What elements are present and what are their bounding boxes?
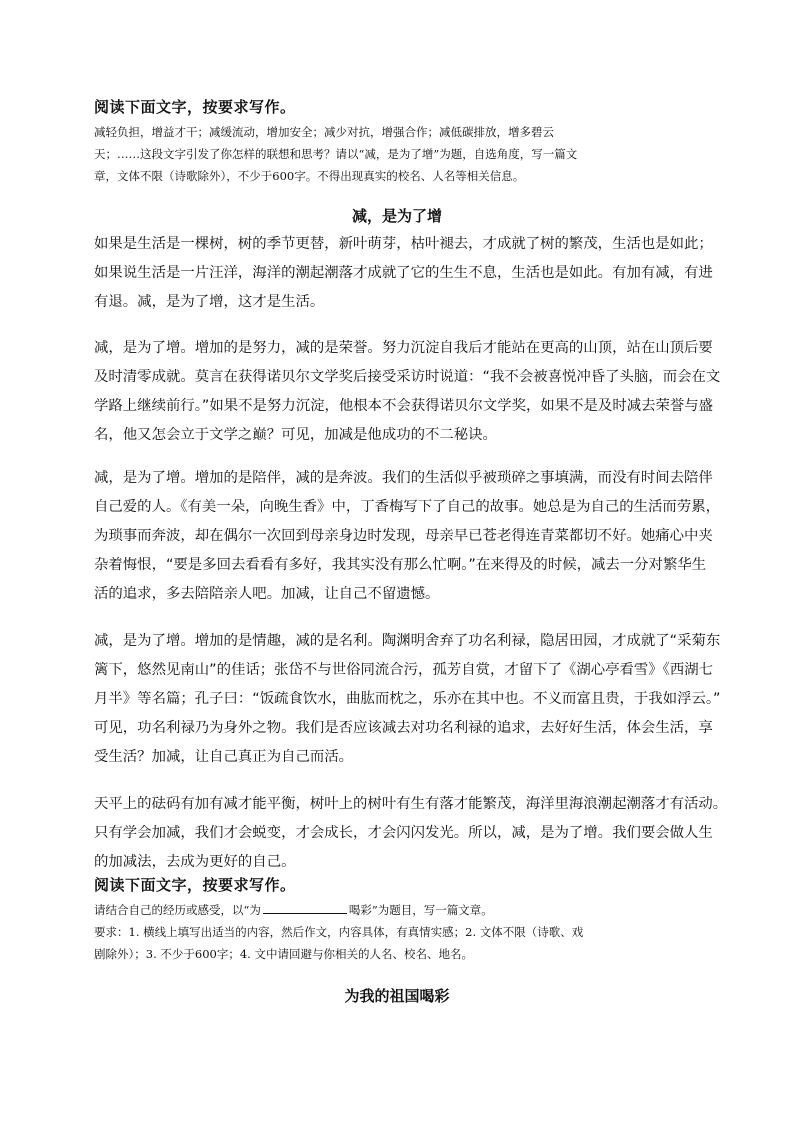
section1-heading: 阅读下面文字，按要求写作。: [94, 98, 296, 116]
paragraph-line: 及时清零成就。莫言在获得诺贝尔文学奖后接受采访时说道：“我不会被喜悦冲昏了头脑，而会在文: [94, 369, 721, 385]
prompt-line: 章，文体不限（诗歌除外），不少于600字。不得出现真实的校名、人名等相关信息。: [94, 169, 525, 183]
section1-prompt: [94, 121, 704, 187]
requirement-line: 剧除外）；3. 不少于600字；4. 文中请回避与你相关的人名、校名、地名。: [94, 947, 473, 961]
essay-paragraph: [94, 790, 728, 877]
essay-title: 减，是为了增: [351, 207, 442, 225]
paragraph-line: 的加减法，去成为更好的自己。: [94, 854, 296, 870]
paragraph-line: 减，是为了增。增加的是情趣，减的是名利。陶渊明舍弃了功名利禄，隐居田园，才成就了“采菊东: [94, 633, 721, 649]
paragraph-line: 只有学会加减，我们才会蜕变，才会成长，才会闪闪发光。所以，减，是为了增。我们要会做人生: [94, 825, 713, 841]
paragraph-line: 学路上继续前行。”如果不是努力沉淀，他根本不会获得诺贝尔文学奖，如果不是及时减去荣誉与盛: [94, 398, 714, 414]
prompt-line: 天；……这段文字引发了你怎样的联想和思考？请以“减，是为了增”为题，自选角度，写一篇文: [94, 147, 578, 161]
paragraph-line: 为琐事而奔波，却在偶尔一次回到母亲身边时发现，母亲早已苍老得连青菜都切不好。她痛心中夹: [94, 528, 713, 544]
requirement-line: 要求：1. 横线上填写出适当的内容，然后作文，内容具体，有真情实感；2. 文体不限（诗歌、戏: [94, 925, 584, 939]
essay-paragraph: [94, 464, 720, 609]
paragraph-line: 杂着悔恨，“要是多回去看看有多好，我其实没有那么忙啊。”在来得及的时候，减去一分对繁华生: [94, 557, 707, 573]
paragraph-line: 天平上的砝码有加有减才能平衡，树叶上的树叶有生有落才能繁茂，海洋里海浪潮起潮落才有活动。: [94, 796, 728, 812]
paragraph-line: 如果是生活是一棵树，树的季节更替，新叶萌芽，枯叶褪去，才成就了树的繁茂，生活也是如此；: [94, 236, 713, 252]
paragraph-line: 名，他又怎会立于文学之巅？可见，加减是他成功的不二秘诀。: [94, 427, 497, 443]
essay-paragraph: [94, 627, 721, 772]
essay-paragraph: [94, 230, 713, 317]
fill-in-blank: [263, 901, 347, 914]
prompt-line: [94, 899, 704, 921]
paragraph-line: 受生活？加减，让自己真正为自己而活。: [94, 749, 354, 765]
paragraph-line: 活的追求，多去陪陪亲人吧。加减，让自己不留遗憾。: [94, 586, 440, 602]
prompt-text-after-blank: 喝彩”为题目，写一篇文章。: [348, 903, 493, 917]
essay-paragraph: [94, 334, 721, 450]
paragraph-line: 如果说生活是一片汪洋，海洋的潮起潮落才成就了它的生生不息，生活也是如此。有加有减，有进: [94, 265, 713, 281]
section2-prompt: [94, 899, 704, 965]
paragraph-line: 可见，功名利禄乃为身外之物。我们是否应该减去对功名利禄的追求，去好好生活，体会生活，享: [94, 720, 713, 736]
section2-heading: 阅读下面文字，按要求写作。: [94, 876, 296, 894]
paragraph-line: 有退。减，是为了增，这才是生活。: [94, 294, 325, 310]
paragraph-line: 减，是为了增。增加的是努力，减的是荣誉。努力沉淀自我后才能站在更高的山顶，站在山顶后要: [94, 340, 713, 356]
paragraph-line: 篱下，悠然见南山”的佳话；张岱不与世俗同流合污，孤芳自赏，才留下了《湖心亭看雪》《西湖七: [94, 662, 714, 678]
prompt-line: 减轻负担，增益才干；减缓流动，增加安全；减少对抗，增强合作；减低碳排放，增多碧云: [94, 125, 554, 139]
prompt-text-before-blank: 请结合自己的经历或感受，以“为: [94, 903, 261, 917]
paragraph-line: 自己爱的人。《有美一朵，向晚生香》中，丁香梅写下了自己的故事。她总是为自己的生活而劳累，: [94, 499, 720, 515]
paragraph-line: 月半》等名篇；孔子曰：“饭疏食饮水，曲肱而枕之，乐亦在其中也。不义而富且贵，于我如浮云。”: [94, 691, 721, 707]
paragraph-line: 减，是为了增。增加的是陪伴，减的是奔波。我们的生活似乎被琐碎之事填满，而没有时间去陪伴: [94, 470, 713, 486]
essay-title: 为我的祖国喝彩: [344, 987, 450, 1005]
